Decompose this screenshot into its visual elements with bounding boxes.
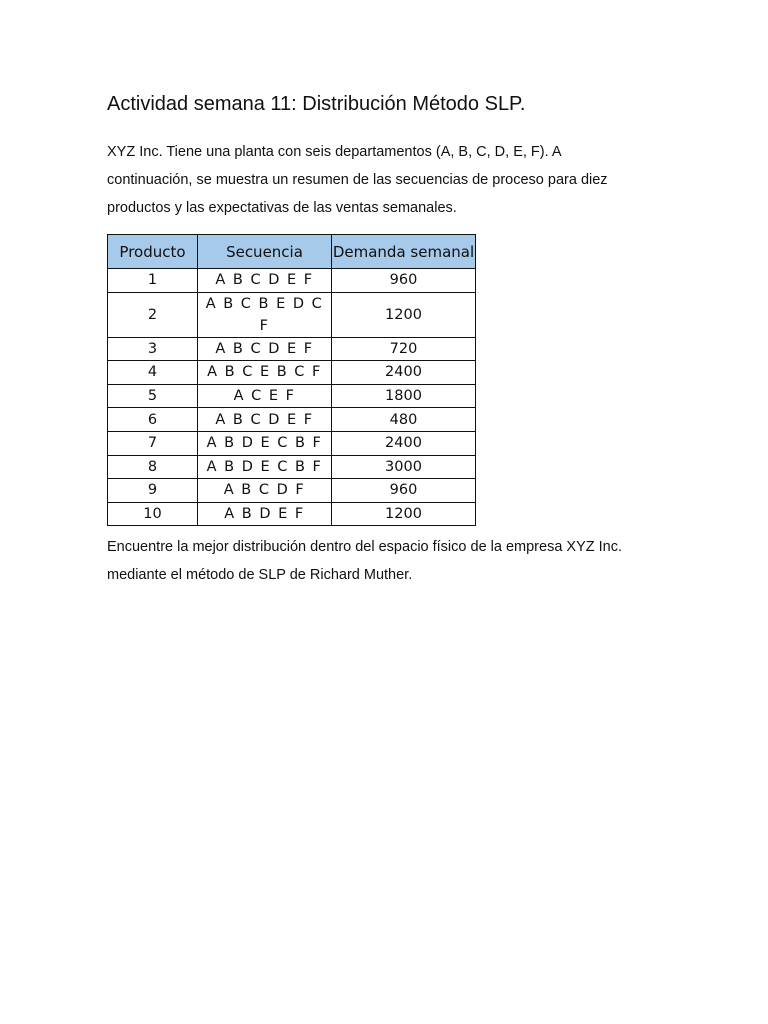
intro-paragraph xyxy=(107,138,667,222)
cell-producto: 2 xyxy=(108,292,198,337)
closing-paragraph xyxy=(107,533,707,589)
cell-demanda: 3000 xyxy=(332,455,476,479)
cell-secuencia: A B C D E F xyxy=(198,408,332,432)
header-secuencia: Secuencia xyxy=(198,235,332,269)
cell-demanda: 2400 xyxy=(332,431,476,455)
cell-demanda: 480 xyxy=(332,408,476,432)
cell-secuencia: A B C D E F xyxy=(198,337,332,361)
cell-secuencia: A B D E C B F xyxy=(198,455,332,479)
table-row xyxy=(108,408,476,432)
cell-producto: 5 xyxy=(108,384,198,408)
cell-producto: 1 xyxy=(108,269,198,293)
table-row xyxy=(108,455,476,479)
cell-demanda: 960 xyxy=(332,479,476,503)
table-header-row xyxy=(108,235,476,269)
sequence-demand-table xyxy=(107,234,476,526)
closing-line: Encuentre la mejor distribución dentro del espacio físico de la empresa XYZ Inc. xyxy=(107,539,623,555)
cell-demanda: 1200 xyxy=(332,292,476,337)
intro-line: productos y las expectativas de las ventas semanales. xyxy=(107,200,457,216)
table-row xyxy=(108,384,476,408)
cell-secuencia: A C E F xyxy=(198,384,332,408)
cell-secuencia: A B C E B C F xyxy=(198,361,332,385)
cell-producto: 8 xyxy=(108,455,198,479)
cell-secuencia: A B C D E F xyxy=(198,269,332,293)
intro-line: continuación, se muestra un resumen de las secuencias de proceso para diez xyxy=(107,172,608,188)
cell-secuencia: A B C D F xyxy=(198,479,332,503)
table-row xyxy=(108,337,476,361)
cell-secuencia: A B D E F xyxy=(198,502,332,526)
cell-producto: 4 xyxy=(108,361,198,385)
table-row xyxy=(108,269,476,293)
cell-producto: 9 xyxy=(108,479,198,503)
cell-producto: 7 xyxy=(108,431,198,455)
cell-producto: 10 xyxy=(108,502,198,526)
cell-demanda: 720 xyxy=(332,337,476,361)
cell-demanda: 1200 xyxy=(332,502,476,526)
intro-line: XYZ Inc. Tiene una planta con seis departamentos (A, B, C, D, E, F). A xyxy=(107,144,562,160)
table-body xyxy=(108,269,476,526)
closing-line: mediante el método de SLP de Richard Muther. xyxy=(107,567,413,583)
table-row xyxy=(108,292,476,337)
cell-secuencia: A B C B E D C F xyxy=(198,292,332,337)
page-title: Actividad semana 11: Distribución Método SLP. xyxy=(107,93,526,115)
header-demanda: Demanda semanal xyxy=(332,235,476,269)
cell-demanda: 2400 xyxy=(332,361,476,385)
cell-producto: 6 xyxy=(108,408,198,432)
table-row xyxy=(108,479,476,503)
header-producto: Producto xyxy=(108,235,198,269)
cell-demanda: 1800 xyxy=(332,384,476,408)
cell-producto: 3 xyxy=(108,337,198,361)
table-row xyxy=(108,361,476,385)
table-row xyxy=(108,431,476,455)
cell-secuencia: A B D E C B F xyxy=(198,431,332,455)
table-row xyxy=(108,502,476,526)
cell-demanda: 960 xyxy=(332,269,476,293)
